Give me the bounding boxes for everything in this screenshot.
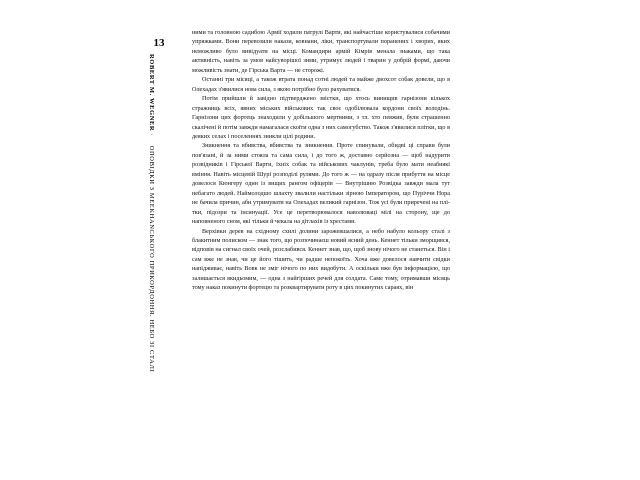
running-head xyxy=(147,54,155,373)
paragraph: Потім прийшли й завідно підтверджено звістки, що хтось винищив гарнізони кількох стражниць всіх, явних міських військових так своє одобілювала кордони своїх володінь. Гарнізони цих фортець знаходили у добільшого мертвими, з тл. хто певжив, були страшенно скалічені й потім завжди намагалася скоїти одна з них самогубство. Також з'явилися плітки, що в деяких селах і поселеннях зникли цілі родини. xyxy=(192,95,450,140)
paragraph: ними та головною садибою Армії ходили патрулі Варти, які найчастіше користувалися собачими упряжками. Вони перевозили накази, ковнани, ліки, транспортували поранених і хворих, яких неможливо було вивідуати на місці. Командири армій Кімрів менала знаками, що така активність, навіть за умов найсуворішої зими, утримує людей і тварин у добрій формі, даючи можливість знати, де Гірська Варта — не сторожі. xyxy=(192,29,450,74)
body-text-column xyxy=(192,28,450,293)
running-head-title: OПОВІДКИ З MEEKHANСЬКОГО ПРИКОРДОННЯ. НЕБО ЗІ СТАЛІ xyxy=(148,145,155,373)
paragraph: Останні три місяці, а також втрата понад сотні людей та майже двохсот собак довели, що в Олехадах з'явилися нова сила, з якою потрібно було рахуватися. xyxy=(192,76,450,93)
running-head-block xyxy=(142,30,176,373)
running-head-separator: · xyxy=(148,133,155,137)
page-gutter xyxy=(180,0,181,480)
page-number: 13 xyxy=(153,37,165,49)
paragraph: Верхівки дерев на східному схилі долини зарожевшалися, а небо набуло кольору сталі з блакитним полиском — знак того, що розпочинаєш новий ясний день. Кеннет тільки зморщився, відповів на сигнал своїх очей, розслабився. Кеннет знав, що, щоб знову нічого не станеться. Він і сам вже не знав, чи це його тішить, чи радше непокоїть. Хоча вже довелося навчити свідки напідживає, навіть Вовк не зміг нічого по них видобути. А оскільки вже був інформацією, що залишається вкидьомим, — одна з найгірших речей для солдата. Саме тому, отримавши місяць тому наказ покинути фортецю та розквартирувати роту в цих покинутих сараях, він xyxy=(192,227,450,292)
paragraph: Зникнення та вбивства, вбивства та зникнення. Проте спинували, обидві ці справи були пов'язані, й за ними стояла та сама сила, і до того ж, доставно серйозна — щоб надурити розвідників і Гірської Варти, їхніх собак та військових чаклунів, треба було мати неабиякі вміння. Навіть місцевій Шурі розподілі рулями. До того ж — на одразу після прибуття на місце довелося Кюнгеру один із вищих рангом офіцерів — Внутрішню Розвідка завжди мала тут небагато людей. Наймолодшо шлахту звалили настільки зірною Імператором, що Пуріччи Нора не бачила причин, аби утримувати на Олехадах великий гарнізон. Тож усі були приречені на плітки, підозри та інсинуації. Усе це перетворювалося наволюваці мілі на сторону, ще до наповненого сном, які тільки й чекала на дітлахів із хрестами. xyxy=(192,142,450,226)
running-head-author: ROBERT M. WEGNER xyxy=(148,54,155,132)
